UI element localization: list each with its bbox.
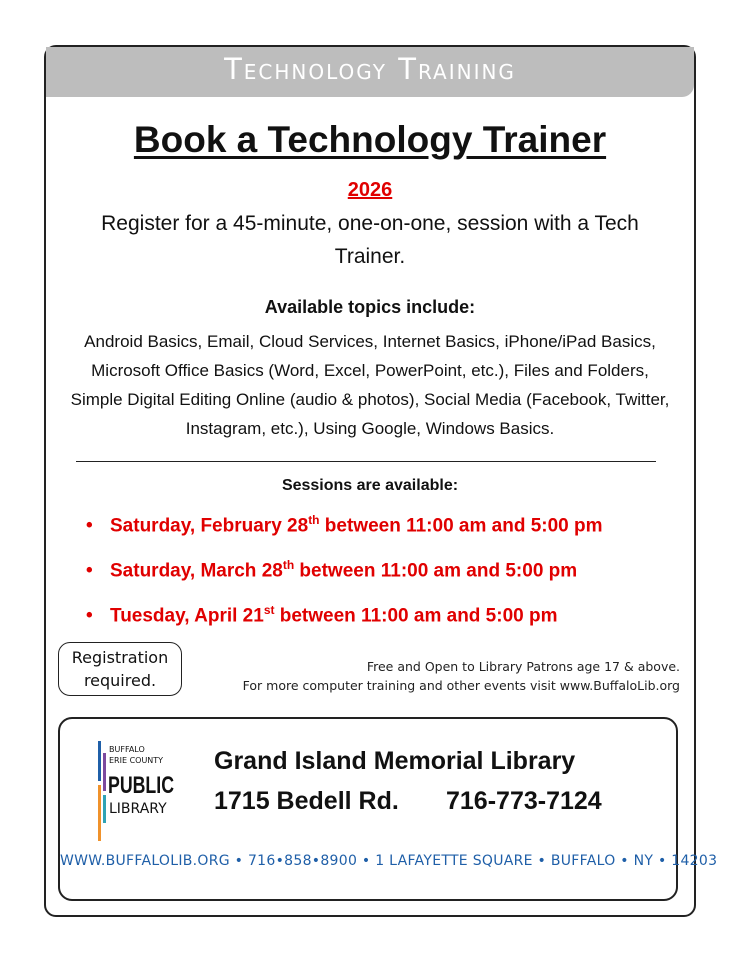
topics-text: Android Basics, Email, Cloud Services, Internet Basics, iPhone/iPad Basics, Microsoft Office Basics (Word, Excel, PowerPoint, etc.), Files and Folders, Simple Digital Editing Online (audio & photos), Social Media (Facebook, Twitter, Instagram, etc.), Using Google, Windows Basics. xyxy=(70,332,670,438)
year-label: 2026 xyxy=(347,179,393,201)
session-item xyxy=(86,513,603,537)
library-contact-footer: WWW.BUFFALOLIB.ORG • 716•858•8900 • 1 LAFAYETTE SQUARE • BUFFALO • NY • 14203 xyxy=(60,853,718,869)
page-title: Book a Technology Trainer xyxy=(133,119,607,160)
library-address: 1715 Bedell Rd. xyxy=(214,787,399,815)
registration-note xyxy=(58,642,182,696)
library-name: Grand Island Memorial Library xyxy=(214,747,576,775)
session-item xyxy=(86,603,558,627)
session-date-suffix: th xyxy=(282,558,295,572)
session-date-suffix: th xyxy=(308,513,320,527)
fine-print xyxy=(243,657,680,695)
session-time: between 11:00 am and 5:00 pm xyxy=(274,605,558,627)
banner-title: Technology Training xyxy=(224,52,516,86)
flyer-frame xyxy=(44,45,718,917)
session-time: between 11:00 am and 5:00 pm xyxy=(319,515,603,537)
registration-line-2: required. xyxy=(83,671,157,690)
bullet-icon: • xyxy=(86,560,93,582)
session-time: between 11:00 am and 5:00 pm xyxy=(294,560,578,582)
divider xyxy=(76,461,656,462)
logo-word: LIBRARY xyxy=(109,801,167,817)
sessions-heading: Sessions are available: xyxy=(281,477,459,494)
session-date-suffix: st xyxy=(263,603,275,617)
session-date: Saturday, February 28 xyxy=(110,515,309,537)
registration-line-1: Registration xyxy=(71,648,169,667)
website-note: For more computer training and other events visit www.BuffaloLib.org xyxy=(242,678,680,693)
bullet-icon: • xyxy=(86,515,93,537)
library-phone: 716-773-7124 xyxy=(446,787,602,815)
logo-word: PUBLIC xyxy=(108,772,174,799)
logo-word: BUFFALO xyxy=(109,745,145,754)
logo-word: ERIE COUNTY xyxy=(109,756,164,765)
intro-text: Register for a 45-minute, one-on-one, session with a Tech Trainer. xyxy=(101,212,639,268)
header-banner xyxy=(46,47,694,97)
session-date: Saturday, March 28 xyxy=(110,560,283,582)
eligibility-note: Free and Open to Library Patrons age 17 & above. xyxy=(366,659,680,674)
session-date: Tuesday, April 21 xyxy=(110,605,264,627)
library-logo xyxy=(94,741,184,841)
bullet-icon: • xyxy=(86,605,93,627)
session-item xyxy=(86,558,577,582)
topics-heading: Available topics include: xyxy=(264,297,476,317)
library-info-box xyxy=(58,717,718,901)
